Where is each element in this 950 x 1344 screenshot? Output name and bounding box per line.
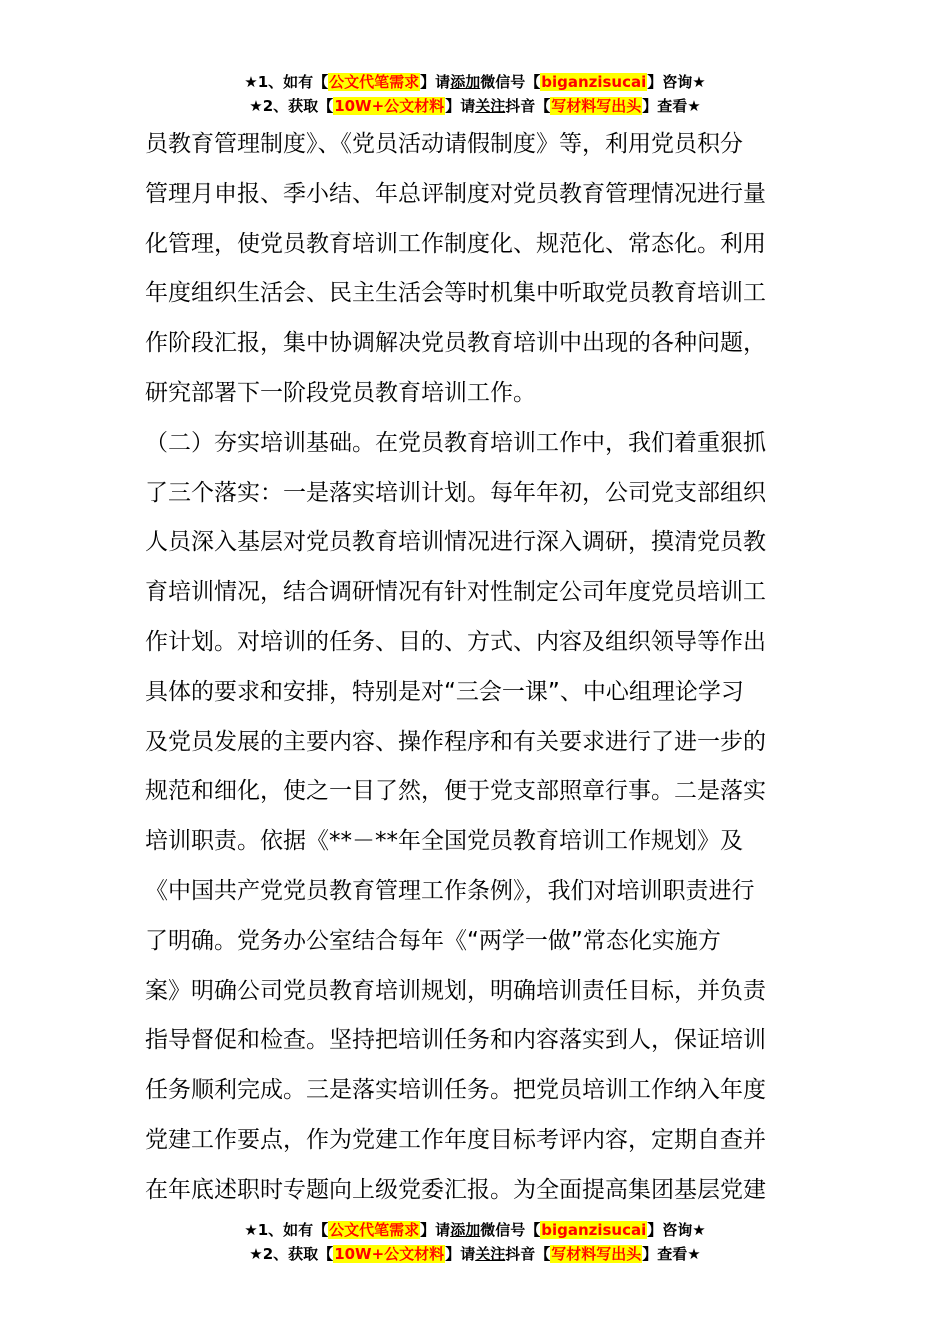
text-line: （二）夯实培训基础。在党员教育培训工作中，我们着重狠抓: [145, 429, 766, 456]
banner-highlight: 写材料写出头: [551, 1245, 642, 1263]
banner-text: 】咨询★: [647, 1221, 706, 1239]
banner-highlight: biganzisucai: [541, 73, 647, 91]
banner-text: ★1、如有【: [244, 1221, 329, 1239]
banner-text: 】请: [420, 1221, 451, 1239]
text-line: 管理月申报、季小结、年总评制度对党员教育管理情况进行量: [145, 180, 766, 207]
text-line: 了三个落实：一是落实培训计划。每年年初，公司党支部组织: [145, 479, 766, 506]
text-line: 任务顺利完成。三是落实培训任务。把党员培训工作纳入年度: [145, 1077, 766, 1104]
banner-underline: 关注: [475, 1245, 506, 1263]
banner-text: ★2、获取【: [249, 1245, 334, 1263]
text-line: 规范和细化，使之一目了然，便于党支部照章行事。二是落实: [145, 778, 766, 805]
banner-highlight: 10W+公文材料: [334, 1245, 445, 1263]
banner-text: 微信号【: [480, 73, 541, 91]
text-line: 党建工作要点，作为党建工作年度目标考评内容，定期自查并: [145, 1126, 766, 1153]
banner-highlight: 写材料写出头: [551, 97, 642, 115]
text-line: 年度组织生活会、民主生活会等时机集中听取党员教育培训工: [145, 280, 766, 307]
banner-line-2: [0, 1242, 950, 1266]
text-line: 《中国共产党党员教育管理工作条例》，我们对培训职责进行: [145, 877, 755, 904]
banner-text: 】请: [420, 73, 451, 91]
text-line: 作阶段汇报，集中协调解决党员教育培训中出现的各种问题，: [145, 330, 766, 357]
banner-highlight: biganzisucai: [541, 1221, 647, 1239]
document-body: [145, 120, 815, 1216]
banner-text: 】请: [445, 97, 476, 115]
text-line: 了明确。党务办公室结合每年《“两学一做”常态化实施方: [145, 927, 721, 954]
banner-text: 】请: [445, 1245, 476, 1263]
banner-line-1: [0, 70, 950, 94]
text-line: 培训职责。依据《**－**年全国党员教育培训工作规划》及: [145, 828, 743, 855]
text-line: 具体的要求和安排，特别是对“三会一课”、中心组理论学习: [145, 678, 744, 705]
text-line: 在年底述职时专题向上级党委汇报。为全面提高集团基层党建: [145, 1176, 766, 1203]
banner-highlight: 公文代笔需求: [329, 1221, 420, 1239]
banner-highlight: 10W+公文材料: [334, 97, 445, 115]
text-line: 育培训情况，结合调研情况有针对性制定公司年度党员培训工: [145, 579, 766, 606]
footer-banner: [0, 1218, 950, 1266]
text-line: 指导督促和检查。坚持把培训任务和内容落实到人，保证培训: [145, 1027, 766, 1054]
text-line: 化管理，使党员教育培训工作制度化、规范化、常态化。利用: [145, 230, 766, 257]
banner-text: 】查看★: [642, 97, 701, 115]
text-line: 案》明确公司党员教育培训规划，明确培训责任目标，并负责: [145, 977, 766, 1004]
text-line: 研究部署下一阶段党员教育培训工作。: [145, 379, 536, 406]
banner-underline: 关注: [475, 97, 506, 115]
banner-text: 微信号【: [480, 1221, 541, 1239]
banner-line-1: [0, 1218, 950, 1242]
header-banner: [0, 70, 950, 118]
banner-line-2: [0, 94, 950, 118]
banner-text: ★1、如有【: [244, 73, 329, 91]
banner-text: 】查看★: [642, 1245, 701, 1263]
text-line: 人员深入基层对党员教育培训情况进行深入调研，摸清党员教: [145, 529, 766, 556]
text-line: 作计划。对培训的任务、目的、方式、内容及组织领导等作出: [145, 628, 766, 655]
banner-highlight: 公文代笔需求: [329, 73, 420, 91]
banner-text: 抖音【: [505, 97, 551, 115]
text-line: 及党员发展的主要内容、操作程序和有关要求进行了进一步的: [145, 728, 766, 755]
banner-underline: 添加: [450, 73, 481, 91]
banner-underline: 添加: [450, 1221, 481, 1239]
banner-text: 】咨询★: [647, 73, 706, 91]
text-line: 员教育管理制度》、《党员活动请假制度》等，利用党员积分: [145, 131, 743, 157]
banner-text: ★2、获取【: [249, 97, 334, 115]
banner-text: 抖音【: [505, 1245, 551, 1263]
